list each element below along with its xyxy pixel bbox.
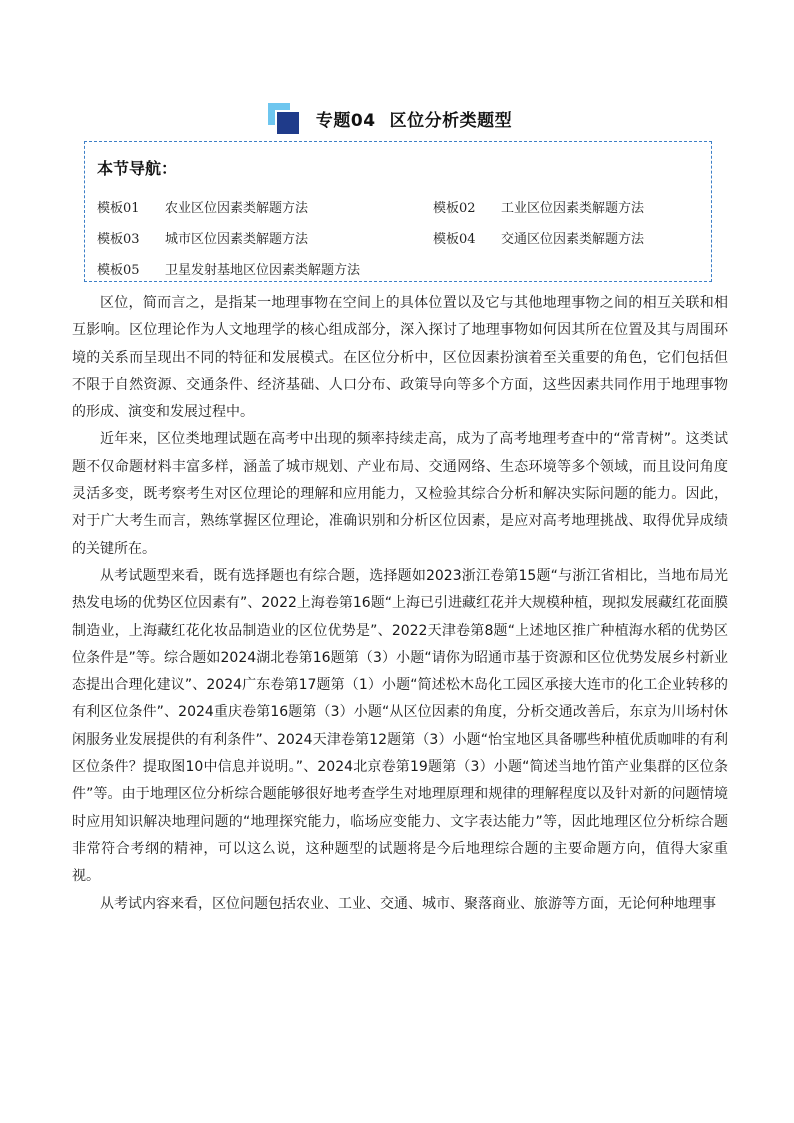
nav-item-code: 模板03 — [97, 232, 140, 247]
nav-item-template-01[interactable] — [97, 197, 308, 216]
nav-item-label: 城市区位因素类解题方法 — [165, 232, 309, 247]
nav-item-label: 工业区位因素类解题方法 — [501, 201, 645, 216]
paragraph: 近年来，区位类地理试题在高考中出现的频率持续走高，成为了高考地理考查中的“常青树”。这类试题不仅命题材料丰富多样，涵盖了城市规划、产业布局、交通网络、生态环境等多个领域，而且设问角度灵活多变，既考察考生对区位理论的理解和应用能力，又检验其综合分析和解决实际问题的能力。因此，对于广大考生而言，熟练掌握区位理论，准确识别和分析区位因素，是应对高考地理挑战、取得优异成绩的关键所在。 — [72, 431, 728, 557]
title-name: 区位分析类题型 — [389, 110, 513, 131]
paragraph: 从考试题型来看，既有选择题也有综合题，选择题如2023浙江卷第15题“与浙江省相比，当地布局光热发电场的优势区位因素有”、2022上海卷第16题“上海已引进藏红花并大规模种植，现拟发展藏红花面膜制造业，上海藏红花化妆品制造业的区位优势是”、2022天津卷第8题“上述地区推广种植海水稻的优势区位条件是”等。综合题如2024湖北卷第16题第（3）小题“请你为昭通市基于资源和区位优势发展乡村新业态提出合理化建议”、2024广东卷第17题第（1）小题“简述松木岛化工园区承接大连市的化工企业转移的有利区位条件”、2024重庆卷第16题第（3）小题“从区位因素的角度，分析交通改善后，东京为川场村休闲服务业发展提供的有利条件”、2024天津卷第12题第（3）小题“怡宝地区具备哪些种植优质咖啡的有利区位条件？提取图10中信息并说明。”、2024北京卷第19题第（3）小题“简述当地竹笛产业集群的区位条件”等。由于地理区位分析综合题能够很好地考查学生对地理原理和规律的理解程度以及针对新的问题情境时应用知识解决地理问题的“地理探究能力，临场应变能力、文字表达能力”等，因此地理区位分析综合题非常符合考纲的精神，可以这么说，这种题型的试题将是今后地理综合题的主要命题方向，值得大家重视。 — [72, 567, 728, 885]
nav-item-label: 交通区位因素类解题方法 — [501, 232, 645, 247]
nav-item-template-02[interactable] — [433, 197, 644, 216]
nav-item-label: 卫星发射基地区位因素类解题方法 — [165, 263, 361, 278]
title-text — [316, 106, 526, 131]
paragraph: 从考试内容来看，区位问题包括农业、工业、交通、城市、聚落商业、旅游等方面，无论何种地理事 — [100, 895, 716, 912]
nav-item-template-03[interactable] — [97, 228, 308, 247]
section-navigation-box — [84, 141, 712, 282]
body-text — [72, 290, 728, 918]
nav-heading: 本节导航： — [97, 159, 178, 178]
nav-item-code: 模板02 — [433, 201, 476, 216]
title-square-icon — [268, 103, 300, 133]
nav-item-template-04[interactable] — [433, 228, 644, 247]
nav-item-code: 模板04 — [433, 232, 476, 247]
nav-item-code: 模板01 — [97, 201, 140, 216]
title-topic: 专题04 — [315, 110, 376, 131]
nav-item-code: 模板05 — [97, 263, 140, 278]
nav-item-label: 农业区位因素类解题方法 — [165, 201, 309, 216]
nav-item-template-05[interactable] — [97, 259, 360, 278]
paragraph: 区位，简而言之，是指某一地理事物在空间上的具体位置以及它与其他地理事物之间的相互关联和相互影响。区位理论作为人文地理学的核心组成部分，深入探讨了地理事物如何因其所在位置及其与周围环境的关系而呈现出不同的特征和发展模式。在区位分析中，区位因素扮演着至关重要的角色，它们包括但不限于自然资源、交通条件、经济基础、人口分布、政策导向等多个方面，这些因素共同作用于地理事物的形成、演变和发展过程中。 — [72, 295, 728, 421]
section-title — [0, 100, 794, 136]
